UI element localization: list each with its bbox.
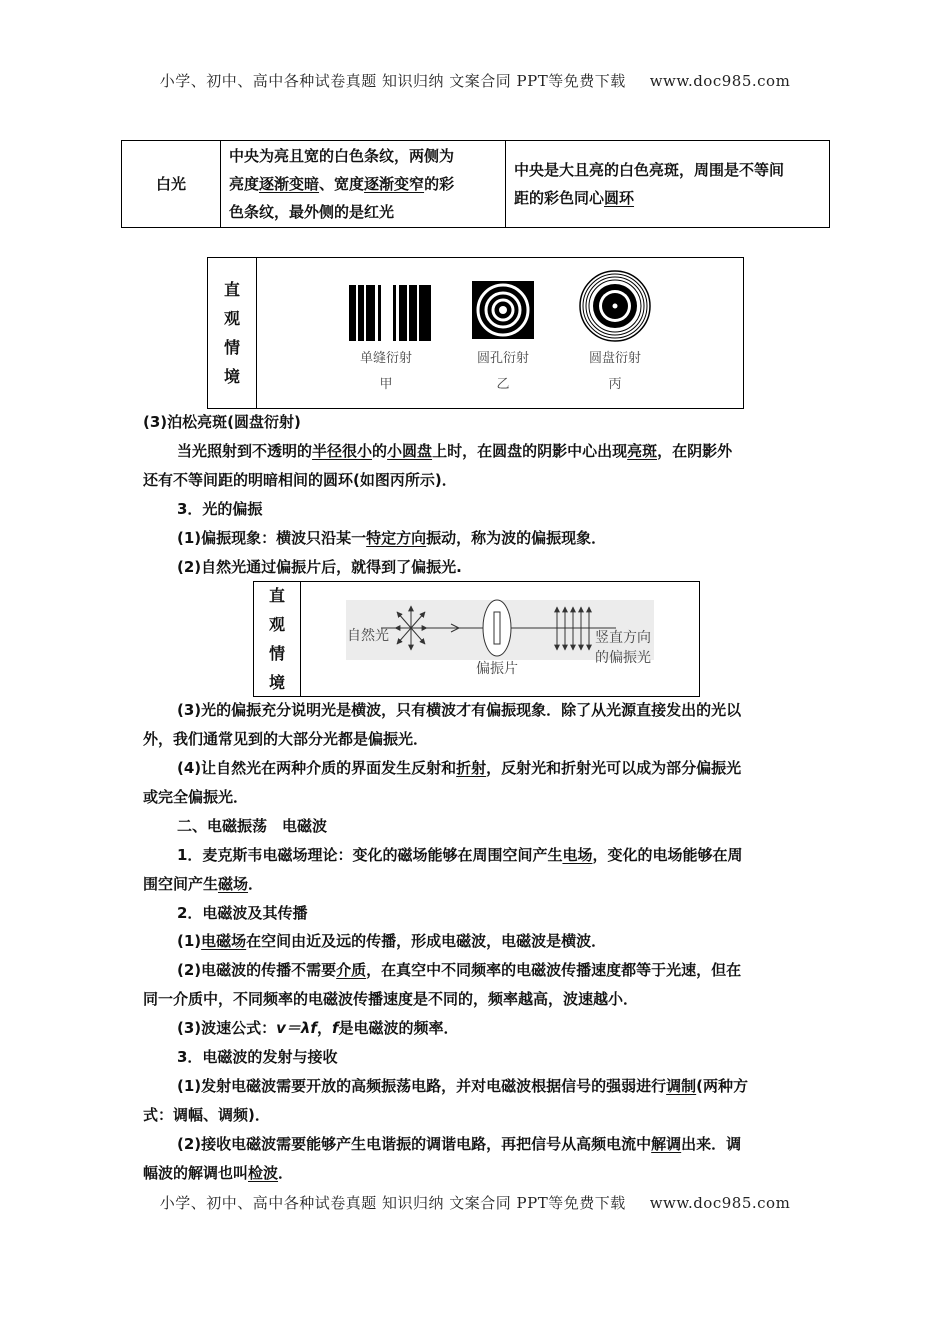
- circular-cell: 中央是大且亮的白色亮斑，周围是不等间 距的彩色同心圆环: [506, 141, 830, 228]
- footer-url[interactable]: www.doc985.com: [649, 1194, 791, 1212]
- figure2-label: 直 观 情 境: [254, 582, 301, 696]
- header-text: 小学、初中、高中各种试卷真题 知识归纳 文案合同 PPT等免费下载: [159, 72, 626, 90]
- em-wave-p2-l1: (2)电磁波的传播不需要介质，在真空中不同频率的电磁波传播速度都等于光速，但在: [177, 961, 742, 979]
- polarization-p1: (1)偏振现象：横波只沿某一特定方向振动，称为波的偏振现象．: [177, 529, 607, 547]
- caption-bing: 丙: [608, 377, 622, 392]
- polarization-p2: (2)自然光通过偏振片后，就得到了偏振光.: [177, 558, 462, 576]
- diffraction-patterns: [257, 258, 743, 408]
- em-wave-heading: 2．电磁波及其传播: [177, 904, 308, 922]
- polarization-figure: [253, 581, 700, 697]
- white-light-table: [121, 140, 830, 228]
- caption-single-slit: 单缝衍射: [359, 351, 413, 366]
- header-url[interactable]: www.doc985.com: [649, 72, 791, 90]
- label-result-2: 的偏振光: [595, 650, 651, 666]
- polarization-p4-l2: 或完全偏振光．: [143, 788, 249, 806]
- caption-yi: 乙: [496, 377, 510, 392]
- page-footer: [0, 1192, 950, 1213]
- table-label-cell: 白光: [122, 141, 221, 228]
- reception-l1: (2)接收电磁波需要能够产生电谐振的调谐电路，再把信号从高频电流中解调出来．调: [177, 1135, 742, 1153]
- polarization-p3-l2: 外，我们通常见到的大部分光都是偏振光．: [143, 730, 429, 748]
- maxwell-l2: 围空间产生磁场．: [143, 875, 264, 893]
- maxwell-l1: 1．麦克斯韦电磁场理论：变化的磁场能够在周围空间产生电场，变化的电场能够在周: [177, 846, 743, 864]
- label-polarizer: 偏振片: [476, 661, 518, 677]
- label-natural-light: 自然光: [347, 628, 389, 644]
- caption-jia: 甲: [379, 377, 393, 392]
- wave-formula: (3)波速公式：v＝λf，f是电磁波的频率．: [177, 1019, 459, 1037]
- reception-l2: 幅波的解调也叫检波．: [143, 1164, 294, 1182]
- single-slit-cell: 中央为亮且宽的白色条纹，两侧为 亮度逐渐变暗、宽度逐渐变窄的彩 色条纹，最外侧的是红光: [221, 141, 506, 228]
- footer-text: 小学、初中、高中各种试卷真题 知识归纳 文案合同 PPT等免费下载: [159, 1194, 626, 1212]
- caption-circular-hole: 圆孔衍射: [476, 351, 530, 366]
- figure-label: 直 观 情 境: [208, 258, 257, 408]
- em-wave-p2-l2: 同一介质中，不同频率的电磁波传播速度是不同的，频率越高，波速越小．: [143, 990, 639, 1008]
- poisson-para-l2: 还有不等间距的明暗相间的圆环(如图丙所示)．: [143, 471, 457, 489]
- circular-disc-pattern: [580, 271, 650, 341]
- caption-circular-disc: 圆盘衍射: [588, 351, 642, 366]
- label-result-1: 竖直方向: [595, 630, 651, 646]
- polarization-p4-l1: (4)让自然光在两种介质的界面发生反射和折射，反射光和折射光可以成为部分偏振光: [177, 759, 742, 777]
- section-2-heading: 二、电磁振荡 电磁波: [177, 817, 328, 835]
- poisson-para-l1: 当光照射到不透明的半径很小的小圆盘上时，在圆盘的阴影中心出现亮斑，在阴影外: [177, 442, 733, 460]
- page-header: [0, 70, 950, 91]
- poisson-spot-heading: (3)泊松亮斑(圆盘衍射): [143, 413, 301, 431]
- polarization-heading: 3．光的偏振: [177, 500, 263, 518]
- em-wave-p1: (1)电磁场在空间由近及远的传播，形成电磁波，电磁波是横波．: [177, 932, 607, 950]
- single-slit-pattern: [349, 285, 431, 341]
- emission-heading: 3．电磁波的发射与接收: [177, 1048, 338, 1066]
- polarization-p3-l1: (3)光的偏振充分说明光是横波，只有横波才有偏振现象．除了从光源直接发出的光以: [177, 701, 742, 719]
- polarization-diagram: [301, 582, 699, 696]
- emission-p1-l2: 式：调幅、调频)．: [143, 1106, 270, 1124]
- emission-p1-l1: (1)发射电磁波需要开放的高频振荡电路，并对电磁波根据信号的强弱进行调制(两种方: [177, 1077, 749, 1095]
- circular-hole-pattern: [472, 281, 534, 339]
- polarizer: [483, 600, 511, 656]
- diffraction-figure: [207, 257, 744, 409]
